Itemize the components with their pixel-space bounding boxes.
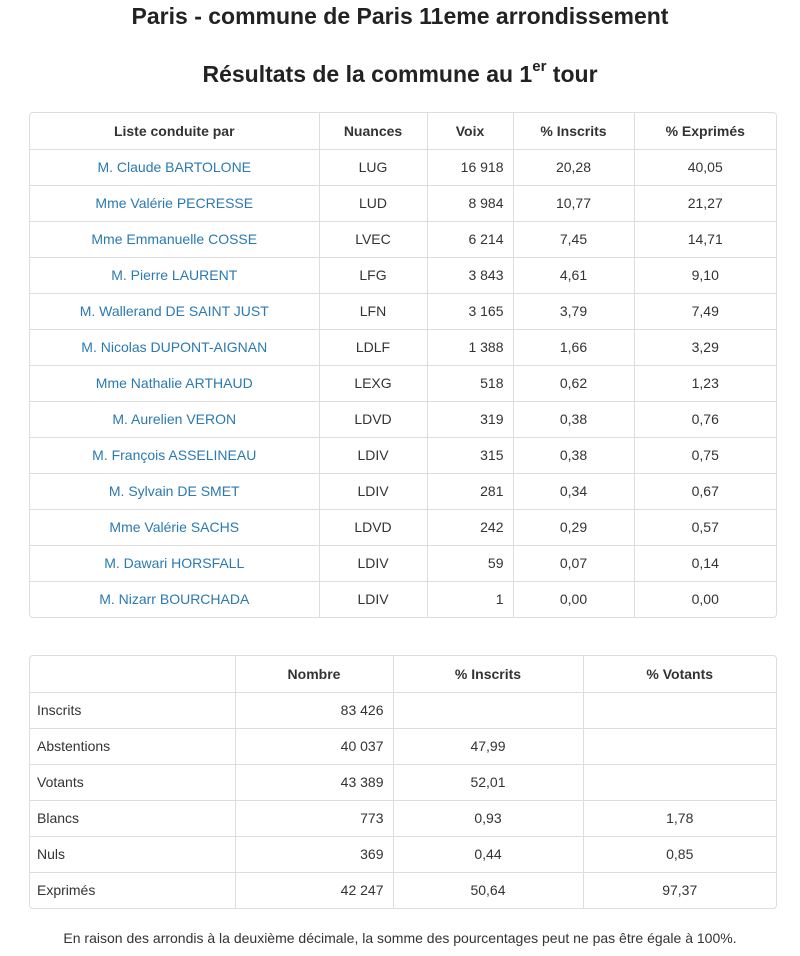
pct-inscrits-cell: 0,07 [513,545,634,581]
nombre-cell: 773 [235,800,393,836]
candidate-link[interactable]: Mme Valérie PECRESSE [30,185,319,221]
candidate-row [30,329,776,365]
voix-cell: 242 [427,509,513,545]
candidate-link[interactable]: M. Sylvain DE SMET [30,473,319,509]
nombre-cell: 83 426 [235,692,393,728]
candidate-link[interactable]: M. Pierre LAURENT [30,257,319,293]
pct-votants-cell [583,764,776,800]
summary-row [30,764,776,800]
voix-cell: 6 214 [427,221,513,257]
header-voix: Voix [427,113,513,149]
candidate-link[interactable]: Mme Emmanuelle COSSE [30,221,319,257]
pct-inscrits-cell: 47,99 [393,728,583,764]
summary-table [30,656,776,908]
pct-inscrits-cell: 7,45 [513,221,634,257]
pct-votants-cell: 1,78 [583,800,776,836]
pct-votants-cell [583,692,776,728]
summary-row [30,872,776,908]
header-nuances: Nuances [319,113,427,149]
voix-cell: 1 [427,581,513,617]
pct-exprimes-cell: 21,27 [634,185,776,221]
summary-header-row [30,656,776,692]
pct-exprimes-cell: 9,10 [634,257,776,293]
voix-cell: 3 843 [427,257,513,293]
voix-cell: 8 984 [427,185,513,221]
pct-inscrits-cell: 0,93 [393,800,583,836]
candidate-row [30,221,776,257]
pct-exprimes-cell: 3,29 [634,329,776,365]
candidate-row [30,473,776,509]
pct-inscrits-cell: 4,61 [513,257,634,293]
rounding-footnote: En raison des arrondis à la deuxième décimale, la somme des pourcentages peut ne pas être égale à 100%. [63,930,737,946]
header-nombre: Nombre [235,656,393,692]
candidate-link[interactable]: Mme Nathalie ARTHAUD [30,365,319,401]
pct-inscrits-cell: 0,62 [513,365,634,401]
candidate-row [30,365,776,401]
candidate-row [30,545,776,581]
results-table-container [29,112,777,618]
summary-row [30,800,776,836]
subtitle-suffix: tour [546,61,598,87]
pct-exprimes-cell: 0,00 [634,581,776,617]
voix-cell: 518 [427,365,513,401]
nombre-cell: 369 [235,836,393,872]
subtitle-superscript: er [532,58,547,76]
results-table [30,113,776,617]
pct-inscrits-cell: 0,29 [513,509,634,545]
pct-votants-cell [583,728,776,764]
candidate-row [30,257,776,293]
voix-cell: 319 [427,401,513,437]
nombre-cell: 40 037 [235,728,393,764]
voix-cell: 59 [427,545,513,581]
pct-exprimes-cell: 7,49 [634,293,776,329]
results-header-row [30,113,776,149]
pct-exprimes-cell: 0,75 [634,437,776,473]
nuance-cell: LDIV [319,473,427,509]
candidate-row [30,401,776,437]
pct-exprimes-cell: 0,14 [634,545,776,581]
nombre-cell: 42 247 [235,872,393,908]
summary-row [30,692,776,728]
pct-inscrits-cell: 3,79 [513,293,634,329]
pct-exprimes-cell: 14,71 [634,221,776,257]
pct-exprimes-cell: 0,57 [634,509,776,545]
summary-label-cell: Nuls [30,836,235,872]
pct-votants-cell: 97,37 [583,872,776,908]
candidate-link[interactable]: M. Claude BARTOLONE [30,149,319,185]
summary-table-container [29,655,777,909]
nuance-cell: LUD [319,185,427,221]
candidate-row [30,185,776,221]
summary-row [30,836,776,872]
pct-inscrits-cell: 0,38 [513,437,634,473]
candidate-link[interactable]: M. Wallerand DE SAINT JUST [30,293,319,329]
nombre-cell: 43 389 [235,764,393,800]
pct-exprimes-cell: 0,67 [634,473,776,509]
pct-inscrits-cell: 0,00 [513,581,634,617]
candidate-row [30,293,776,329]
nuance-cell: LEXG [319,365,427,401]
pct-inscrits-cell: 52,01 [393,764,583,800]
nuance-cell: LDIV [319,437,427,473]
page-title: Paris - commune de Paris 11eme arrondissement [131,3,669,29]
pct-exprimes-cell: 0,76 [634,401,776,437]
nuance-cell: LDIV [319,581,427,617]
pct-inscrits-cell: 10,77 [513,185,634,221]
summary-label-cell: Abstentions [30,728,235,764]
nuance-cell: LDIV [319,545,427,581]
nuance-cell: LDVD [319,509,427,545]
summary-label-cell: Blancs [30,800,235,836]
pct-exprimes-cell: 1,23 [634,365,776,401]
pct-inscrits-cell: 0,38 [513,401,634,437]
header-liste: Liste conduite par [30,113,319,149]
candidate-link[interactable]: M. François ASSELINEAU [30,437,319,473]
candidate-link[interactable]: M. Nicolas DUPONT-AIGNAN [30,329,319,365]
pct-inscrits-cell: 0,34 [513,473,634,509]
voix-cell: 1 388 [427,329,513,365]
header-pct-inscrits: % Inscrits [513,113,634,149]
pct-exprimes-cell: 40,05 [634,149,776,185]
nuance-cell: LFN [319,293,427,329]
candidate-link[interactable]: M. Aurelien VERON [30,401,319,437]
nuance-cell: LDVD [319,401,427,437]
summary-row [30,728,776,764]
header-pct-votants: % Votants [583,656,776,692]
pct-votants-cell: 0,85 [583,836,776,872]
pct-inscrits-cell: 50,64 [393,872,583,908]
candidate-row [30,581,776,617]
candidate-link[interactable]: M. Dawari HORSFALL [30,545,319,581]
candidate-row [30,149,776,185]
summary-label-cell: Inscrits [30,692,235,728]
nuance-cell: LUG [319,149,427,185]
pct-inscrits-cell [393,692,583,728]
voix-cell: 3 165 [427,293,513,329]
nuance-cell: LFG [319,257,427,293]
nuance-cell: LDLF [319,329,427,365]
header-pct-inscrits: % Inscrits [393,656,583,692]
voix-cell: 281 [427,473,513,509]
voix-cell: 16 918 [427,149,513,185]
pct-inscrits-cell: 20,28 [513,149,634,185]
candidate-row [30,509,776,545]
pct-inscrits-cell: 1,66 [513,329,634,365]
summary-label-cell: Exprimés [30,872,235,908]
candidate-row [30,437,776,473]
header-empty [30,656,235,692]
pct-inscrits-cell: 0,44 [393,836,583,872]
results-subtitle [0,56,800,92]
candidate-link[interactable]: M. Nizarr BOURCHADA [30,581,319,617]
voix-cell: 315 [427,437,513,473]
subtitle-prefix: Résultats de la commune au 1 [202,61,533,87]
nuance-cell: LVEC [319,221,427,257]
header-pct-exprimes: % Exprimés [634,113,776,149]
candidate-link[interactable]: Mme Valérie SACHS [30,509,319,545]
summary-label-cell: Votants [30,764,235,800]
